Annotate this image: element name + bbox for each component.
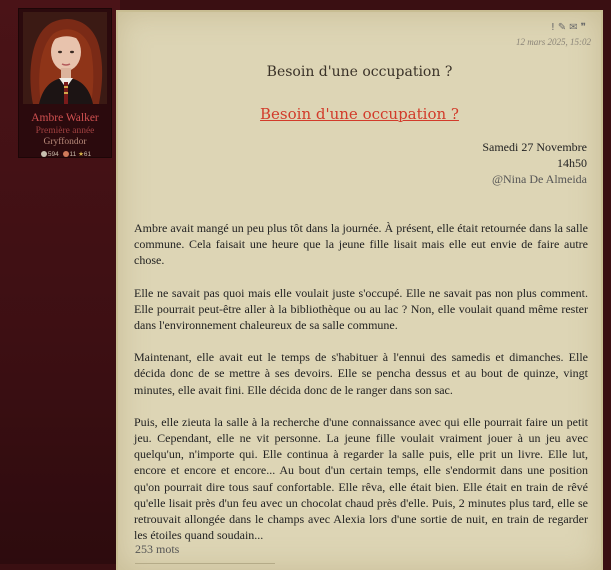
points-icon (63, 151, 69, 157)
quote-icon[interactable]: ❞ (580, 22, 589, 33)
meta-time: 14h50 (557, 156, 587, 170)
meta-day: Samedi 27 Novembre (482, 140, 587, 154)
post-body (134, 220, 588, 559)
points-count: 11 (69, 151, 77, 158)
right-edge-background (603, 0, 611, 564)
meta-mention[interactable]: @Nina De Almeida (491, 172, 587, 186)
author-name[interactable]: Ambre Walker (31, 112, 99, 124)
post-subtitle-link[interactable]: Besoin d'une occupation ? (260, 105, 459, 123)
post-paragraph: Puis, elle zieuta la salle à la recherche d'une connaissance avec qui elle pourrait faire un petit jeu. Cependant, elle ne vit personne. La jeune fille voulait vraiment jouer à un jeu avec quelqu'un, n'importe qui. Elle continua à regarder la salle puis, elle prit un livre. Elle lut, encore et encore et encore... Au bout d'un certain temps, elle s'endormit dans une position qu'on pourrait dire tous sauf confortable. Elle rêva, elle était bien. Elle était en train de rêvé qu'elle lisait près d'un feu avec un chocolat chaud près d'elle. Puis, 2 minutes plus tard, elle se retrouvait allongée dans le champs avec Alexia lors d'une sortie de nuit, en train de regarder les étoiles quand soudain... (134, 414, 588, 543)
post-date: 12 mars 2025, 15:02 (515, 37, 591, 47)
post-meta (482, 139, 587, 187)
star-count: 61 (83, 151, 92, 158)
message-count: 594 (47, 151, 59, 158)
avatar[interactable] (23, 12, 107, 104)
message-icon[interactable]: ✉ (569, 22, 581, 33)
post-panel (116, 10, 603, 570)
star-icon: ★ (78, 151, 84, 158)
author-profile-card (18, 8, 112, 158)
post-paragraph: Maintenant, elle avait eut le temps de s'habituer à l'ennui des samedis et dimanches. Elle décida donc de se mettre à ses devoirs. Elle se pencha dessus et au bout de quinze, vingt minutes, elle avait fini. Elle décida donc de le ranger dans son sac. (134, 350, 588, 397)
edit-icon[interactable]: ✎ (557, 22, 570, 33)
author-house: Gryffondor (43, 137, 87, 147)
author-stats (19, 150, 111, 158)
post-paragraph: Elle ne savait pas quoi mais elle voulait juste s'occupé. Elle ne savait pas non plus comment. Elle pourrait peut-être aller à la bibliothèque ou au lac ? Non, elle voulait quand même rester dans l'environnement chaleureux de sa salle commune. (134, 285, 588, 333)
author-year: Première année (35, 126, 95, 136)
report-icon[interactable]: ! (550, 22, 558, 33)
post-title: Besoin d'une occupation ? (266, 64, 453, 80)
post-paragraph: Ambre avait mangé un peu plus tôt dans la journée. À présent, elle était retournée dans la salle commune. Cela faisait une heure que la jeune fille lisait mais elle eut envie de faire autre chose. (134, 221, 588, 268)
word-count: 253 mots (135, 542, 180, 556)
message-count-icon (41, 151, 47, 157)
post-tools (551, 22, 589, 33)
